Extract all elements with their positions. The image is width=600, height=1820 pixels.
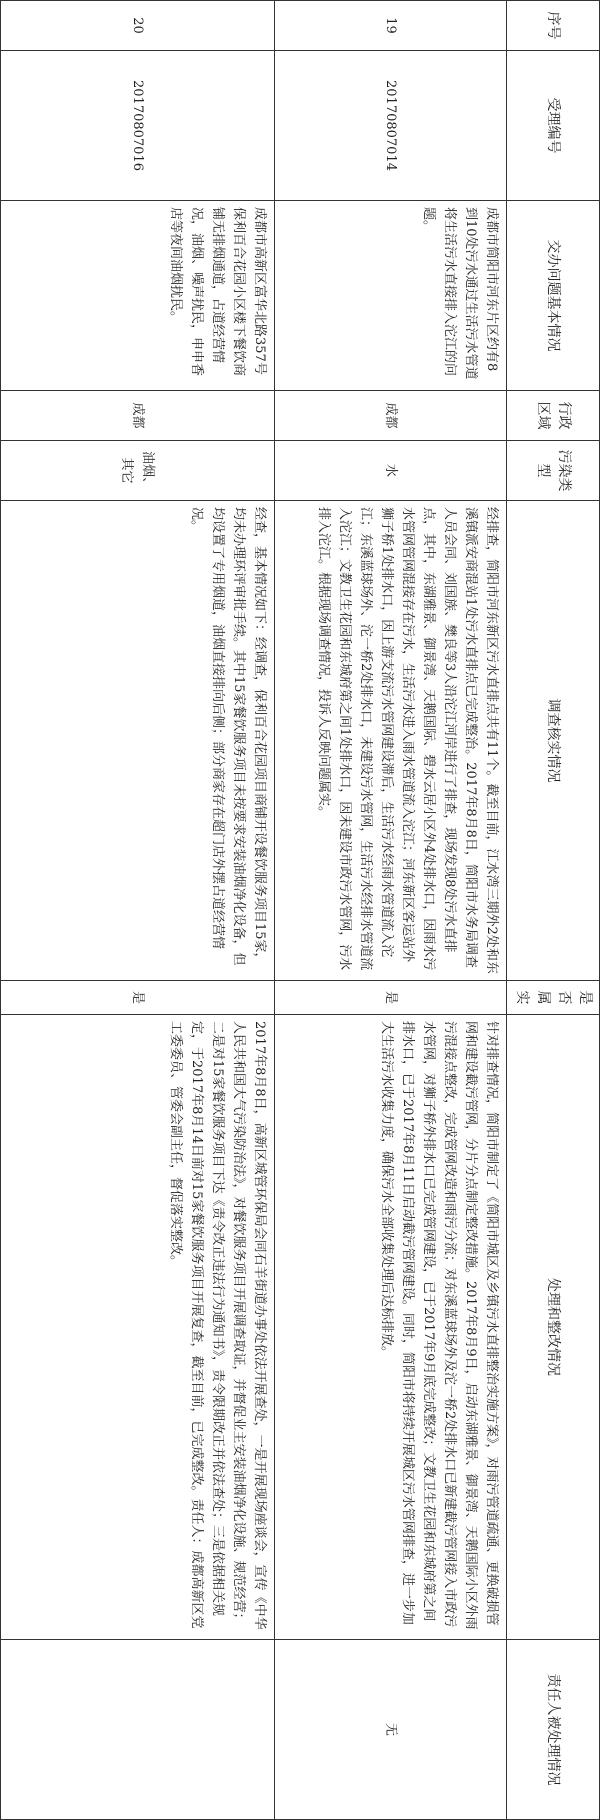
header-accountability: 责任人被处理情况 bbox=[507, 1640, 600, 1820]
cell-no: 20 bbox=[1, 1, 275, 51]
cell-accountability bbox=[1, 1640, 275, 1820]
header-basic: 交办问题基本情况 bbox=[507, 201, 600, 391]
header-no: 序号 bbox=[507, 1, 600, 51]
cell-handling: 2017年8月8日，高新区城管环保局会同石羊街道办事处依法开展查处，一是开展现场座谈会，宣传《中华人民共和国大气污染防治法》，对餐饮服务项目开展调查取证，并督促业主安装油烟净化设施、规范经营；二是对15家餐饮服务项目下达《责令改正违法行为通知书》，责令限期改正并依法查处；三是依据相关规定，于2017年8月14日前对15家餐饮服务项目开展复查，截至目前，已完成整改。责任人：成都高新区党工委委员、管委会副主任，督促落实整改。 bbox=[1, 1015, 275, 1640]
cell-investigation: 经查，基本情况如下：经调查，保利百合花园项目商铺开设餐饮服务项目15家，均未办理环评审批手续。其中15家餐饮服务项目未按要求安装油烟净化设备，但均设置了专用烟道，油烟直接排向后侧；部分商家存在超门店外摆占道经营情况。 bbox=[1, 501, 275, 981]
cell-no: 19 bbox=[275, 1, 507, 51]
header-investigation: 调查核实情况 bbox=[507, 501, 600, 981]
cell-investigation: 经排查，简阳市河东新区污水直排点共有11个。截至目前，江水湾三期外2处和东溪镇派安商混站1处污水直排点已完成整治。2017年8月8日，简阳市水务局调查人员会同、刘国族、樊良等3人沿沱江河岸进行了排查，现场发现8处污水直排点，其中，东湖雅景、御景湾、天鹅国际、碧水云居小区外4处排水口，因雨水污水管网管网混接存在污水，生活污水进入雨水管道流入沱江；河东新区客运站外狮子桥1处排水口，因上游支流污水管网建设滞后，生活污水经雨水管道流入沱江；东溪蓝球场外、沱一桥2处排水口，未建设污水管网，生活污水经排水管道流入沱江；文教卫生花园和东城府第之间1处排水口，因未建设市政污水管网，污水排入沱江。根据现场调查情况，投诉人反映问题属实。 bbox=[275, 501, 507, 981]
cell-pollution: 油烟、其它 bbox=[1, 441, 275, 501]
cell-id: 20170807016 bbox=[1, 51, 275, 201]
header-pollution: 污染类型 bbox=[507, 441, 600, 501]
cell-id: 20170807014 bbox=[275, 51, 507, 201]
header-handling: 处理和整改情况 bbox=[507, 1015, 600, 1640]
cell-accountability: 无 bbox=[275, 1640, 507, 1820]
cell-verified: 是 bbox=[275, 981, 507, 1015]
cell-region: 成都 bbox=[1, 391, 275, 441]
header-id: 受理编号 bbox=[507, 51, 600, 201]
table-row bbox=[1, 1, 275, 1820]
header-verified: 是否属实 bbox=[507, 981, 600, 1015]
cell-basic: 成都市简阳市河东片区约有8到10处污水通过生活污水管道将生活污水直接排入沱江的问题。 bbox=[275, 201, 507, 391]
header-region: 行政区域 bbox=[507, 391, 600, 441]
cell-region: 成都 bbox=[275, 391, 507, 441]
cell-pollution: 水 bbox=[275, 441, 507, 501]
header-row bbox=[507, 1, 600, 1820]
cell-basic: 成都市高新区富华北路357号保利百合花园小区楼下餐饮商铺无排烟通道，占道经营情况，油烟、噪声扰民，申申香店等夜间油烟扰民。 bbox=[1, 201, 275, 391]
table-row bbox=[275, 1, 507, 1820]
cell-verified: 是 bbox=[1, 981, 275, 1015]
cell-handling: 针对排查情况，简阳市制定了《简阳市城区及乡镇污水直排整治实施方案》，对雨污管道疏通、更换破损管网和建设截污管网，分片分点制定整改措施。2017年8月9日，启动东湖雅景、御景湾、天鹅国际小区外雨污混接点整改，完成管网改造和雨污分流；对东溪蓝球场外及沱一桥2处排水口已新建截污管网接入市政污水管网，对狮子桥外排水口已完成管网建设，已于2017年9月底完成整改；文教卫生花园和东城府第之间排水口，已于2017年8月11日启动截污管网建设。同时，简阳市将持续开展城区污水管网排查，进一步加大生活污水收集力度，确保污水全部收集处理后达标排放。 bbox=[275, 1015, 507, 1640]
